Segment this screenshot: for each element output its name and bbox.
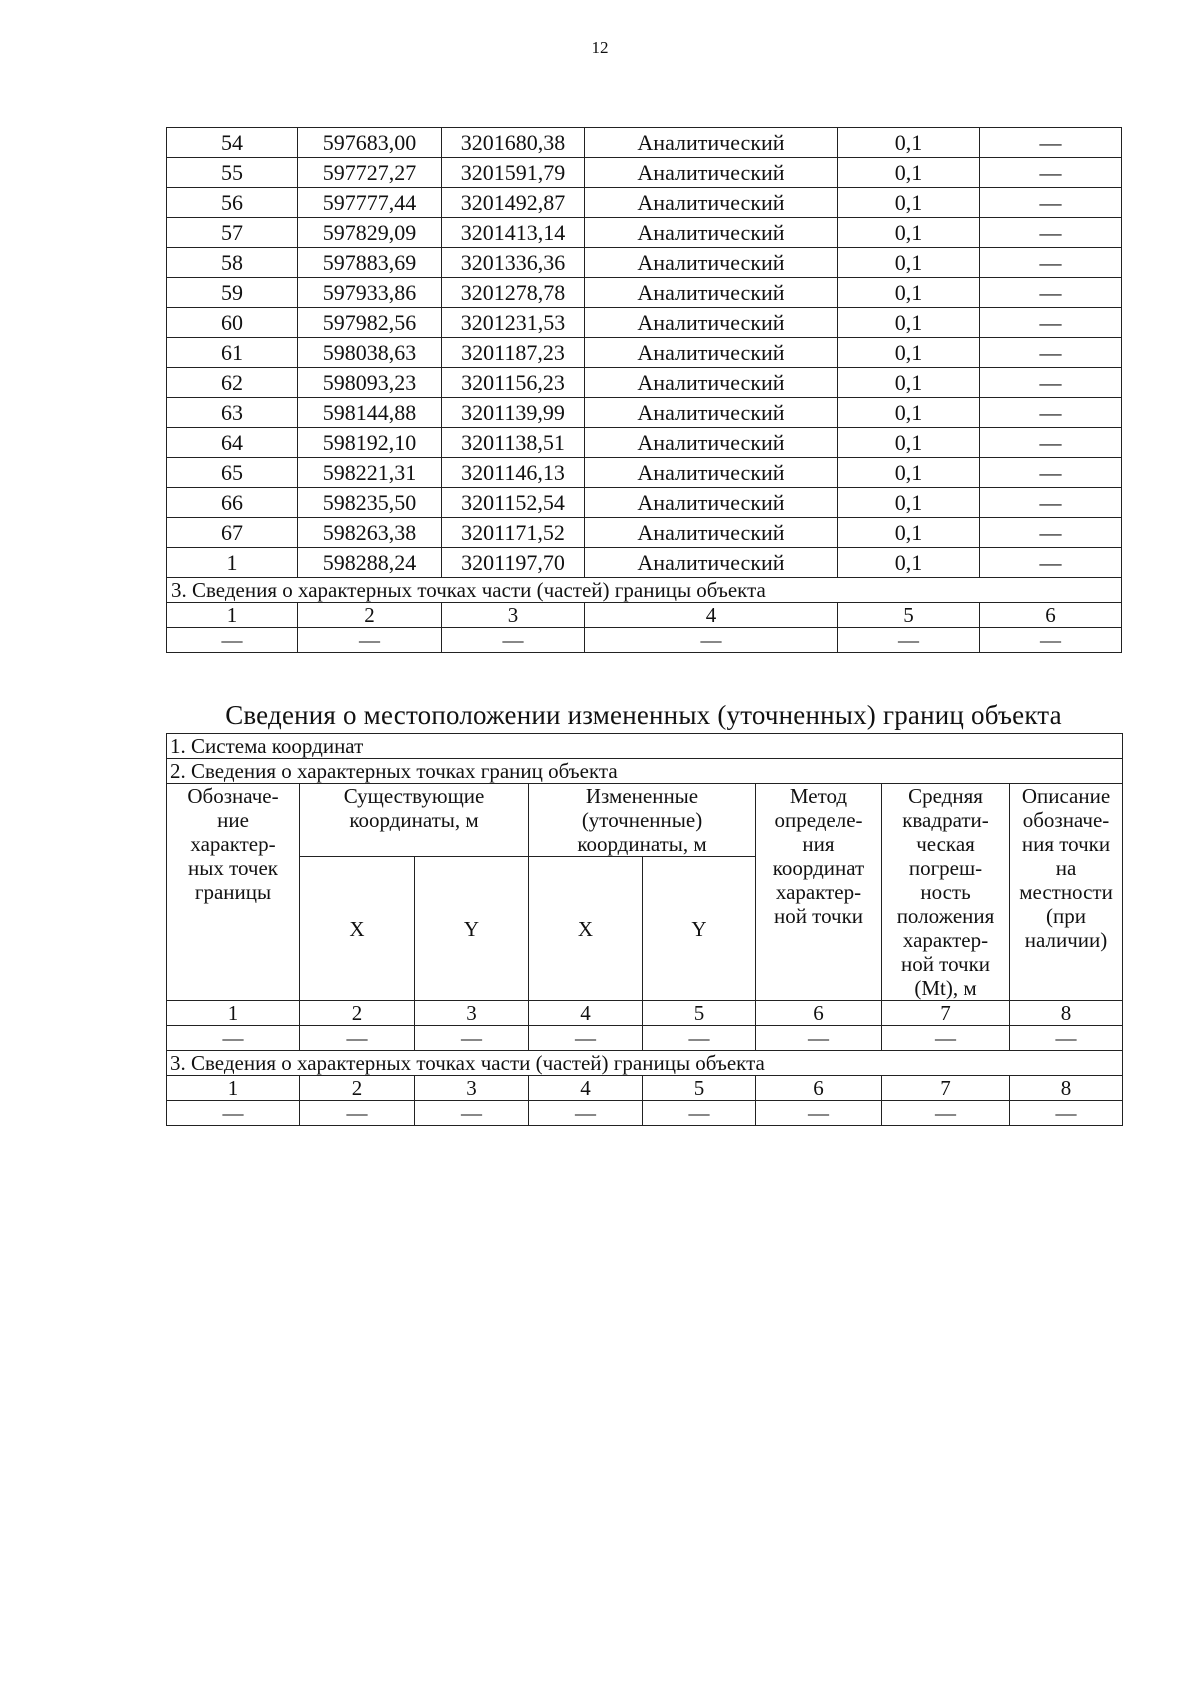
column-number: 6	[756, 1001, 882, 1026]
method: Аналитический	[585, 128, 838, 158]
description: —	[980, 398, 1122, 428]
mean-error: 0,1	[838, 158, 980, 188]
empty-value: —	[882, 1101, 1010, 1126]
point-number: 62	[167, 368, 298, 398]
column-number: 7	[882, 1076, 1010, 1101]
method: Аналитический	[585, 218, 838, 248]
description: —	[980, 338, 1122, 368]
point-number: 57	[167, 218, 298, 248]
section3-dash-row	[167, 1101, 1123, 1126]
mean-error: 0,1	[838, 248, 980, 278]
section3-title-row	[167, 1051, 1123, 1076]
description: —	[980, 218, 1122, 248]
coord-y: 3201336,36	[442, 248, 585, 278]
section3-number-row	[167, 603, 1122, 628]
coord-x: 598038,63	[298, 338, 442, 368]
coord-x: 597982,56	[298, 308, 442, 338]
empty-value: —	[1010, 1101, 1123, 1126]
coord-x: 598192,10	[298, 428, 442, 458]
description: —	[980, 458, 1122, 488]
mean-error: 0,1	[838, 368, 980, 398]
mean-error: 0,1	[838, 518, 980, 548]
column-number: 1	[167, 1001, 300, 1026]
mean-error: 0,1	[838, 308, 980, 338]
section3-title-row	[167, 578, 1122, 603]
section3-title: 3. Сведения о характерных точках части (частей) границы объекта	[167, 1051, 1123, 1076]
empty-value: —	[838, 628, 980, 653]
coord-y: 3201138,51	[442, 428, 585, 458]
section2-title: 2. Сведения о характерных точках границ объекта	[167, 759, 1123, 784]
header-existing-x: X	[300, 857, 415, 1001]
column-number: 2	[298, 603, 442, 628]
coord-y: 3201680,38	[442, 128, 585, 158]
column-number: 7	[882, 1001, 1010, 1026]
header-changed-coordinates: Измененные (уточненные) координаты, м	[529, 784, 756, 857]
coord-y: 3201231,53	[442, 308, 585, 338]
point-number: 61	[167, 338, 298, 368]
table-row	[167, 488, 1122, 518]
column-number: 2	[300, 1001, 415, 1026]
empty-value: —	[643, 1026, 756, 1051]
page-number: 12	[591, 38, 609, 57]
header-changed-y: Y	[643, 857, 756, 1001]
table-row	[167, 218, 1122, 248]
mean-error: 0,1	[838, 188, 980, 218]
column-number: 2	[300, 1076, 415, 1101]
coord-y: 3201139,99	[442, 398, 585, 428]
section-title: Сведения о местоположении измененных (уточненных) границ объекта	[225, 700, 1062, 730]
description: —	[980, 248, 1122, 278]
table-row	[167, 308, 1122, 338]
table-row	[167, 128, 1122, 158]
header-designation: Обозначе- ние характер- ных точек границы	[167, 784, 300, 1001]
coord-y: 3201152,54	[442, 488, 585, 518]
empty-value: —	[529, 1026, 643, 1051]
mean-error: 0,1	[838, 128, 980, 158]
mean-error: 0,1	[838, 488, 980, 518]
table-row	[167, 428, 1122, 458]
header-existing-y: Y	[415, 857, 529, 1001]
column-number: 4	[585, 603, 838, 628]
column-number: 4	[529, 1001, 643, 1026]
point-number: 63	[167, 398, 298, 428]
point-number: 64	[167, 428, 298, 458]
coord-y: 3201492,87	[442, 188, 585, 218]
method: Аналитический	[585, 278, 838, 308]
empty-value: —	[980, 628, 1122, 653]
method: Аналитический	[585, 158, 838, 188]
table-row	[167, 278, 1122, 308]
description: —	[980, 278, 1122, 308]
column-number: 3	[415, 1076, 529, 1101]
method: Аналитический	[585, 368, 838, 398]
empty-value: —	[529, 1101, 643, 1126]
coord-y: 3201278,78	[442, 278, 585, 308]
coord-x: 597683,00	[298, 128, 442, 158]
header-description: Описание обозначе- ния точки на местности (при наличии)	[1010, 784, 1123, 1001]
empty-value: —	[1010, 1026, 1123, 1051]
table-row	[167, 158, 1122, 188]
empty-value: —	[442, 628, 585, 653]
section3-dash-row	[167, 628, 1122, 653]
method: Аналитический	[585, 518, 838, 548]
description: —	[980, 518, 1122, 548]
section3-number-row	[167, 1076, 1123, 1101]
coord-x: 597727,27	[298, 158, 442, 188]
point-number: 59	[167, 278, 298, 308]
empty-value: —	[300, 1101, 415, 1126]
boundary-points-body	[167, 128, 1122, 578]
coord-x: 598221,31	[298, 458, 442, 488]
mean-error: 0,1	[838, 458, 980, 488]
mean-error: 0,1	[838, 398, 980, 428]
table-row	[167, 338, 1122, 368]
dash-row	[167, 1026, 1123, 1051]
table-row	[167, 518, 1122, 548]
column-number: 8	[1010, 1001, 1123, 1026]
coord-x: 597777,44	[298, 188, 442, 218]
empty-value: —	[415, 1101, 529, 1126]
table-row	[167, 398, 1122, 428]
coord-y: 3201171,52	[442, 518, 585, 548]
coord-x: 598093,23	[298, 368, 442, 398]
table-row	[167, 368, 1122, 398]
point-number: 65	[167, 458, 298, 488]
empty-value: —	[756, 1026, 882, 1051]
column-number: 8	[1010, 1076, 1123, 1101]
changed-boundaries-table	[166, 733, 1123, 1126]
column-number: 1	[167, 1076, 300, 1101]
coord-y: 3201146,13	[442, 458, 585, 488]
section1-title: 1. Система координат	[167, 734, 1123, 759]
column-number-row	[167, 1001, 1123, 1026]
point-number: 67	[167, 518, 298, 548]
method: Аналитический	[585, 398, 838, 428]
column-number: 4	[529, 1076, 643, 1101]
point-number: 60	[167, 308, 298, 338]
method: Аналитический	[585, 308, 838, 338]
column-number: 5	[643, 1076, 756, 1101]
point-number: 1	[167, 548, 298, 578]
mean-error: 0,1	[838, 338, 980, 368]
description: —	[980, 308, 1122, 338]
coord-x: 598144,88	[298, 398, 442, 428]
point-number: 54	[167, 128, 298, 158]
method: Аналитический	[585, 548, 838, 578]
coord-x: 598235,50	[298, 488, 442, 518]
header-changed-x: X	[529, 857, 643, 1001]
coord-y: 3201197,70	[442, 548, 585, 578]
header-existing-coordinates: Существующие координаты, м	[300, 784, 529, 857]
column-number: 3	[442, 603, 585, 628]
method: Аналитический	[585, 458, 838, 488]
coord-y: 3201187,23	[442, 338, 585, 368]
coord-x: 597883,69	[298, 248, 442, 278]
empty-value: —	[756, 1101, 882, 1126]
coord-y: 3201413,14	[442, 218, 585, 248]
column-number: 1	[167, 603, 298, 628]
method: Аналитический	[585, 428, 838, 458]
boundary-points-table	[166, 127, 1122, 653]
point-number: 56	[167, 188, 298, 218]
column-number: 6	[756, 1076, 882, 1101]
header-method: Метод определе- ния координат характер- ной точки	[756, 784, 882, 1001]
description: —	[980, 368, 1122, 398]
method: Аналитический	[585, 188, 838, 218]
column-number: 5	[838, 603, 980, 628]
empty-value: —	[585, 628, 838, 653]
description: —	[980, 488, 1122, 518]
section3-title: 3. Сведения о характерных точках части (частей) границы объекта	[167, 578, 1122, 603]
point-number: 58	[167, 248, 298, 278]
header-mean-error: Средняя квадрати- ческая погреш- ность положения характер- ной точки (Mt), м	[882, 784, 1010, 1001]
mean-error: 0,1	[838, 218, 980, 248]
empty-value: —	[298, 628, 442, 653]
table-row	[167, 458, 1122, 488]
mean-error: 0,1	[838, 278, 980, 308]
description: —	[980, 548, 1122, 578]
mean-error: 0,1	[838, 548, 980, 578]
description: —	[980, 428, 1122, 458]
point-number: 66	[167, 488, 298, 518]
section1-title-row	[167, 734, 1123, 759]
method: Аналитический	[585, 338, 838, 368]
method: Аналитический	[585, 248, 838, 278]
empty-value: —	[882, 1026, 1010, 1051]
empty-value: —	[415, 1026, 529, 1051]
empty-value: —	[300, 1026, 415, 1051]
coord-y: 3201156,23	[442, 368, 585, 398]
description: —	[980, 158, 1122, 188]
column-number: 5	[643, 1001, 756, 1026]
column-number: 3	[415, 1001, 529, 1026]
coord-y: 3201591,79	[442, 158, 585, 188]
empty-value: —	[643, 1101, 756, 1126]
table-row	[167, 248, 1122, 278]
empty-value: —	[167, 628, 298, 653]
point-number: 55	[167, 158, 298, 188]
mean-error: 0,1	[838, 428, 980, 458]
description: —	[980, 128, 1122, 158]
method: Аналитический	[585, 488, 838, 518]
section2-title-row	[167, 759, 1123, 784]
table-row	[167, 548, 1122, 578]
coord-x: 598288,24	[298, 548, 442, 578]
coord-x: 598263,38	[298, 518, 442, 548]
description: —	[980, 188, 1122, 218]
column-number: 6	[980, 603, 1122, 628]
empty-value: —	[167, 1101, 300, 1126]
header-row-main	[167, 784, 1123, 857]
empty-value: —	[167, 1026, 300, 1051]
table-row	[167, 188, 1122, 218]
coord-x: 597933,86	[298, 278, 442, 308]
coord-x: 597829,09	[298, 218, 442, 248]
